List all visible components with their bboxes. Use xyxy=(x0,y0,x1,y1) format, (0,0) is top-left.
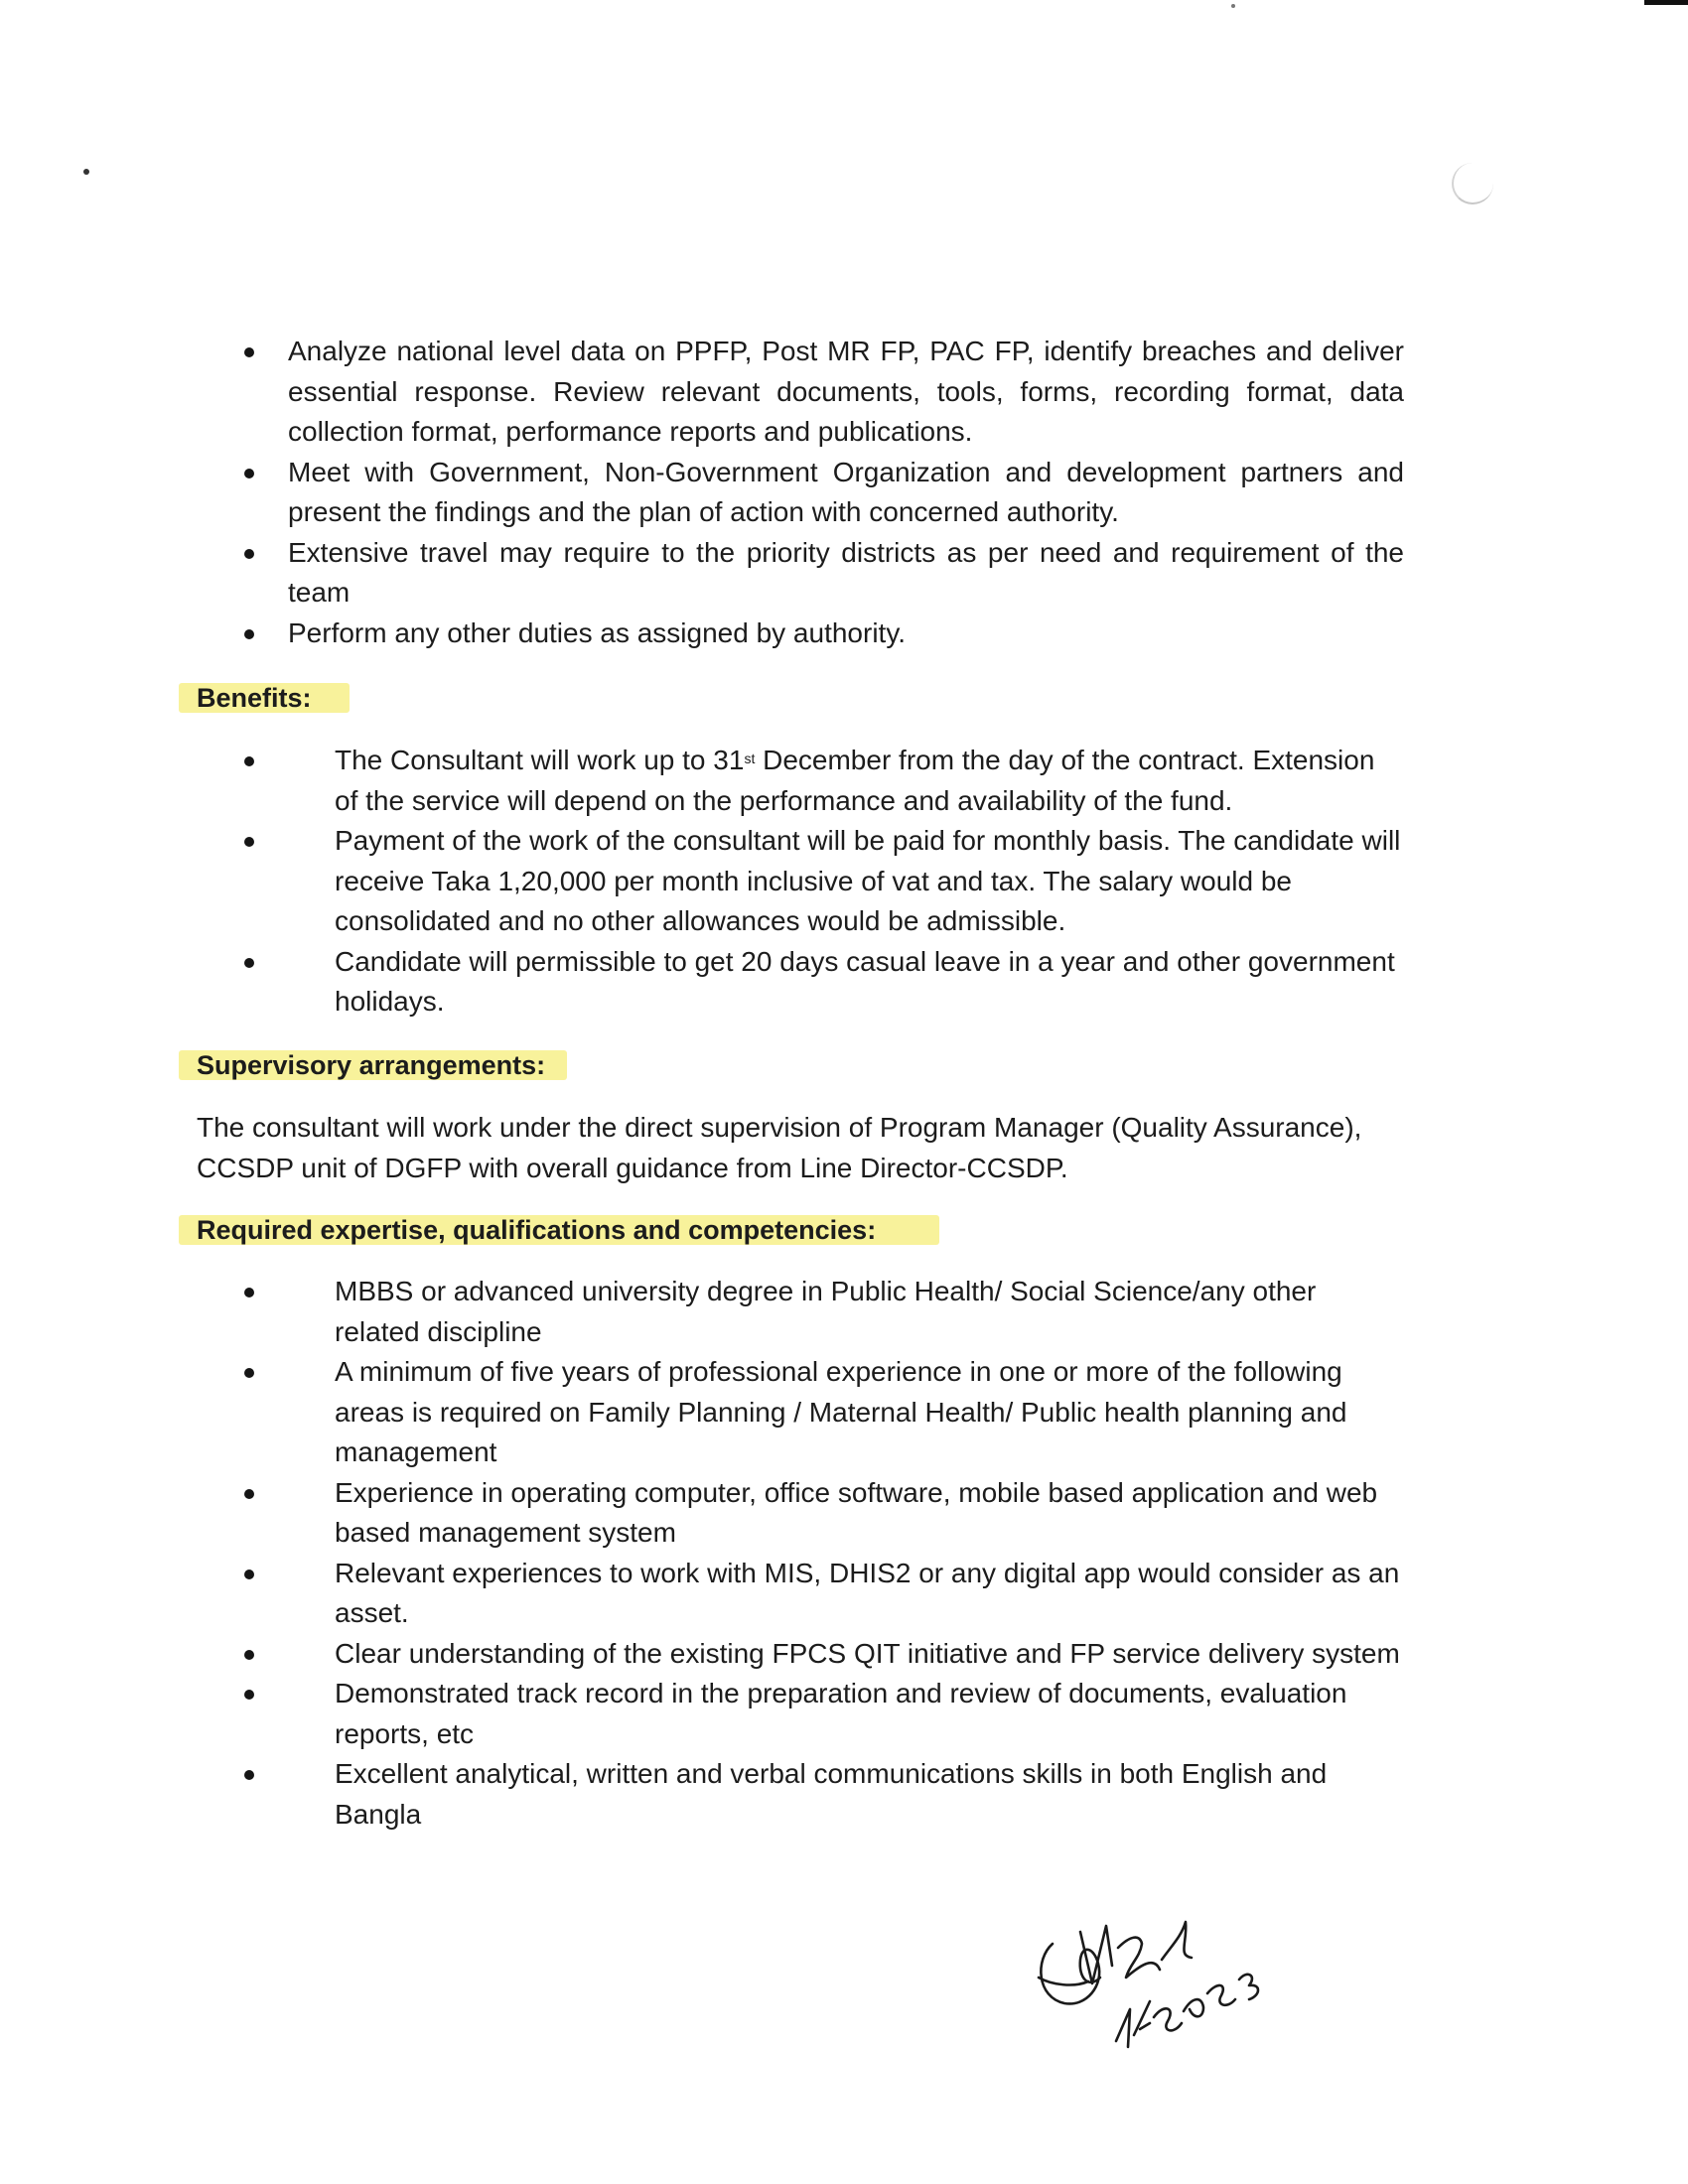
list-item: MBBS or advanced university degree in Public Health/ Social Science/any other related discipline xyxy=(242,1272,1404,1352)
bullet-icon xyxy=(244,1368,254,1378)
bullet-icon xyxy=(244,837,254,847)
scan-speck xyxy=(1231,4,1235,8)
list-item: A minimum of five years of professional experience in one or more of the following areas is required on Family Planning / Maternal Health/ Public health planning and management xyxy=(242,1352,1404,1473)
bullet-icon xyxy=(244,1570,254,1579)
list-item: Payment of the work of the consultant will be paid for monthly basis. The candidate will receive Taka 1,20,000 per month inclusive of vat and tax. The salary would be consolidated and no other allowances would be admissible. xyxy=(242,821,1404,942)
expertise-heading: Required expertise, qualifications and competencies: xyxy=(179,1212,939,1248)
scan-edge-mark xyxy=(1644,0,1688,5)
list-item: The Consultant will work up to 31st December from the day of the contract. Extension of the service will depend on the performance and availability of the fund. xyxy=(242,741,1404,821)
bullet-icon xyxy=(244,1690,254,1700)
list-item: Experience in operating computer, office software, mobile based application and web based management system xyxy=(242,1473,1404,1554)
list-item: Clear understanding of the existing FPCS QIT initiative and FP service delivery system xyxy=(242,1634,1404,1675)
list-item: Excellent analytical, written and verbal communications skills in both English and Bangla xyxy=(242,1754,1404,1835)
benefits-list xyxy=(242,741,1404,1023)
bullet-icon xyxy=(244,629,254,639)
bullet-icon xyxy=(244,347,254,357)
list-item: Relevant experiences to work with MIS, DHIS2 or any digital app would consider as an asset. xyxy=(242,1554,1404,1634)
benefits-heading: Benefits: xyxy=(179,680,350,716)
scan-artifact xyxy=(1452,163,1493,205)
list-item: Demonstrated track record in the preparation and review of documents, evaluation reports, etc xyxy=(242,1674,1404,1754)
list-item: Perform any other duties as assigned by authority. xyxy=(242,614,1404,654)
supervisory-paragraph: The consultant will work under the direct supervision of Program Manager (Quality Assurance), CCSDP unit of DGFP with overall guidance from Line Director-CCSDP. xyxy=(197,1112,1362,1183)
bullet-icon xyxy=(244,756,254,766)
list-item: Meet with Government, Non-Government Organization and development partners and present the findings and the plan of action with concerned authority. xyxy=(242,453,1404,533)
bullet-icon xyxy=(244,958,254,968)
bullet-icon xyxy=(244,549,254,559)
list-item: Candidate will permissible to get 20 days casual leave in a year and other government holidays. xyxy=(242,942,1404,1023)
bullet-icon xyxy=(244,469,254,478)
handwritten-signature xyxy=(1023,1886,1281,2075)
expertise-list xyxy=(242,1272,1404,1835)
bullet-icon xyxy=(244,1770,254,1780)
list-item: Extensive travel may require to the priority districts as per need and requirement of the team xyxy=(242,533,1404,614)
bullet-icon xyxy=(244,1288,254,1297)
bullet-icon xyxy=(244,1650,254,1660)
bullet-icon xyxy=(244,1489,254,1499)
supervisory-heading: Supervisory arrangements: xyxy=(179,1047,567,1083)
scan-speck xyxy=(83,169,89,175)
list-item: Analyze national level data on PPFP, Post MR FP, PAC FP, identify breaches and deliver essential response. Review relevant documents, tools, forms, recording format, data collection format, performance reports and publications. xyxy=(242,332,1404,453)
duties-list xyxy=(242,332,1404,653)
